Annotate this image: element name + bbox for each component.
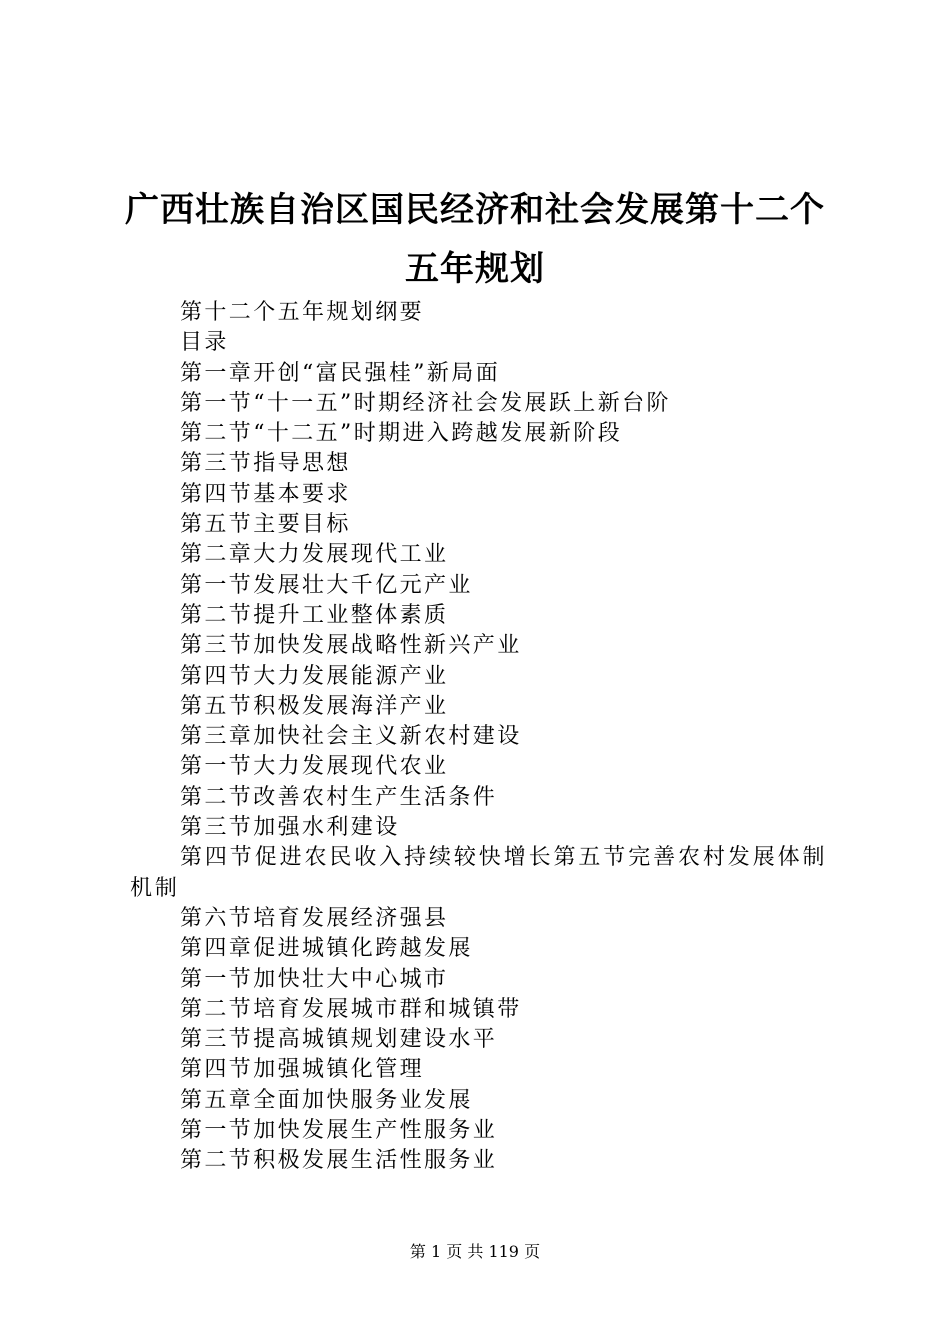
toc-line: 第三节指导思想 bbox=[180, 451, 351, 477]
toc-line: 第五章全面加快服务业发展 bbox=[180, 1087, 473, 1113]
toc-line: 第四节加强城镇化管理 bbox=[180, 1057, 425, 1083]
toc-line: 第十二个五年规划纲要 bbox=[180, 300, 425, 325]
toc-line: 第五节主要目标 bbox=[180, 512, 351, 538]
toc-line: 第五节积极发展海洋产业 bbox=[180, 693, 449, 719]
toc-line: 第二节提升工业整体素质 bbox=[180, 602, 449, 628]
toc-line: 第一节加快壮大中心城市 bbox=[180, 966, 449, 992]
toc-line: 第二节培育发展城市群和城镇带 bbox=[180, 996, 522, 1022]
toc-line: 第三节加强水利建设 bbox=[180, 815, 400, 841]
toc-line: 第六节培育发展经济强县 bbox=[180, 905, 449, 931]
toc-line: 第四节基本要求 bbox=[180, 481, 351, 507]
toc-line: 第二节“十二五”时期进入跨越发展新阶段 bbox=[180, 421, 623, 447]
toc-line: 目录 bbox=[180, 330, 229, 356]
page-footer: 第 1 页 共 119 页 bbox=[409, 1242, 541, 1261]
toc-line: 第一节加快发展生产性服务业 bbox=[180, 1118, 498, 1144]
toc-line: 第三章加快社会主义新农村建设 bbox=[180, 724, 522, 750]
toc-line: 第四节大力发展能源产业 bbox=[180, 663, 449, 689]
table-of-contents bbox=[130, 298, 835, 1177]
toc-line: 第二章大力发展现代工业 bbox=[180, 542, 449, 568]
toc-line-wrapped: 第四节促进农民收入持续较快增长第五节完善农村发展体制机制 bbox=[130, 845, 828, 901]
document-title-line-2: 五年规划 bbox=[405, 249, 545, 289]
toc-line: 第二节积极发展生活性服务业 bbox=[180, 1148, 498, 1174]
toc-line: 第一节“十一五”时期经济社会发展跃上新台阶 bbox=[180, 390, 671, 416]
toc-line: 第三节加快发展战略性新兴产业 bbox=[180, 633, 522, 659]
document-title-line-1: 广西壮族自治区国民经济和社会发展第十二个 bbox=[125, 190, 825, 230]
toc-line: 第一节发展壮大千亿元产业 bbox=[180, 572, 473, 598]
toc-line: 第二节改善农村生产生活条件 bbox=[180, 784, 498, 810]
toc-line: 第一节大力发展现代农业 bbox=[180, 754, 449, 780]
toc-line: 第一章开创“富民强桂”新局面 bbox=[180, 360, 501, 386]
toc-line: 第四章促进城镇化跨越发展 bbox=[180, 936, 473, 962]
toc-line: 第三节提高城镇规划建设水平 bbox=[180, 1027, 498, 1053]
